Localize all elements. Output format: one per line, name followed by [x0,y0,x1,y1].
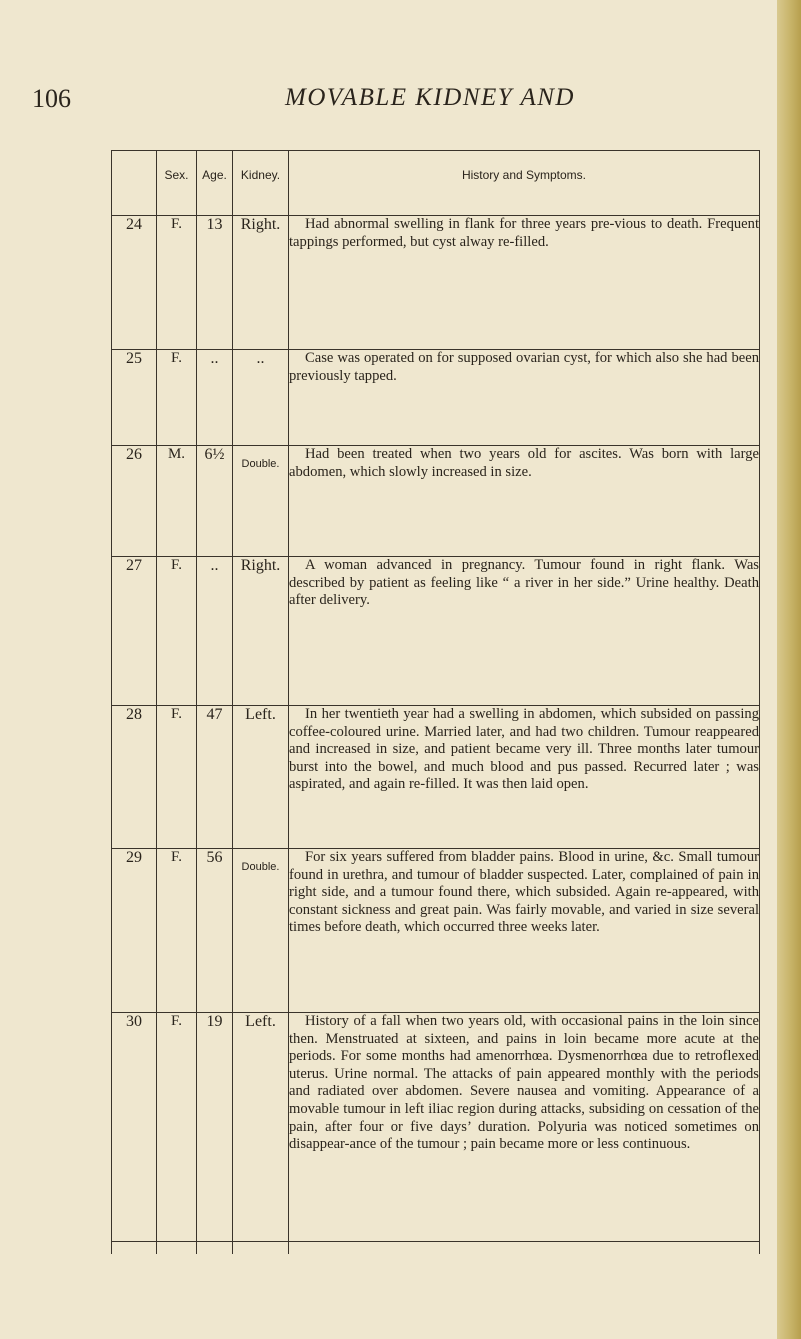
case-history: Case was operated on for supposed ovarian cyst, for which also she had been previously tapped. [289,350,760,446]
case-number: 29 [112,849,157,1013]
case-history: Had been treated when two years old for ascites. Was born with large abdomen, which slowly increased in size. [289,446,760,557]
case-kidney: Left. [233,1013,289,1242]
case-kidney: Right. [233,216,289,350]
column-header-number [112,151,157,216]
case-number: 30 [112,1013,157,1242]
case-age: 13 [197,216,233,350]
case-age: .. [197,557,233,706]
page-number: 106 [32,84,71,113]
cases-table [111,150,760,1254]
table-row [112,216,760,350]
case-sex: F. [157,706,197,849]
case-number: 27 [112,557,157,706]
case-kidney: Left. [233,706,289,849]
case-kidney: Double. [233,446,289,557]
case-sex: M. [157,446,197,557]
case-age: 47 [197,706,233,849]
case-kidney: Right. [233,557,289,706]
case-history: Had abnormal swelling in flank for three years pre-vious to death. Frequent tappings performed, but cyst alway re-filled. [289,216,760,350]
table-row [112,1013,760,1242]
case-number: 24 [112,216,157,350]
case-history: In her twentieth year had a swelling in abdomen, which subsided on passing coffee-coloured urine. Married later, and had two children. Tumour reappeared and increased in size, and patient became very ill. Three months later tumour burst into the bowel, and much blood and pus passed. Recurred later ; was aspirated, and again re-filled. It was then laid open. [289,706,760,849]
case-number: 25 [112,350,157,446]
case-sex: F. [157,849,197,1013]
table-row [112,350,760,446]
case-age: .. [197,350,233,446]
case-sex: F. [157,557,197,706]
case-number: 26 [112,446,157,557]
case-sex: F. [157,1013,197,1242]
table-row [112,446,760,557]
table-row [112,557,760,706]
column-header-kidney: Kidney. [233,151,289,216]
column-header-age: Age. [197,151,233,216]
running-title: MOVABLE KIDNEY AND [285,84,575,111]
table-continuation [112,1242,760,1255]
page-header [0,84,801,124]
table-header [112,151,760,216]
case-history: For six years suffered from bladder pains. Blood in urine, &c. Small tumour found in urethra, and tumour of bladder suspected. Later, complained of pain in right side, and a tumour found there, which subsided. Again re-appeared, with constant sickness and great pain. Was fairly movable, and varied in size several times before death, which occurred three weeks later. [289,849,760,1013]
case-history: History of a fall when two years old, with occasional pains in the loin since then. Menstruated at sixteen, and pains in loin became more acute at the periods. For some months had amenorrhœa. Dysmenorrhœa due to retroflexed uterus. Urine normal. The attacks of pain appeared monthly with the periods and radiated over abdomen. Severe nausea and vomiting. Appearance of a movable tumour in left iliac region during attacks, subsiding on cessation of the pain, after four or five days’ duration. Polyuria was noticed sometimes on disappear-ance of the tumour ; pain became more or less continuous. [289,1013,760,1242]
case-age: 56 [197,849,233,1013]
case-age: 19 [197,1013,233,1242]
case-number: 28 [112,706,157,849]
case-sex: F. [157,350,197,446]
case-kidney: Double. [233,849,289,1013]
column-header-sex: Sex. [157,151,197,216]
table-row [112,706,760,849]
table-row [112,849,760,1013]
page-edge [777,0,801,1339]
case-sex: F. [157,216,197,350]
column-header-history: History and Symptoms. [289,151,760,216]
case-age: 6½ [197,446,233,557]
case-kidney: .. [233,350,289,446]
case-history: A woman advanced in pregnancy. Tumour found in right flank. Was described by patient as feeling like “ a river in her side.” Urine healthy. Death after delivery. [289,557,760,706]
